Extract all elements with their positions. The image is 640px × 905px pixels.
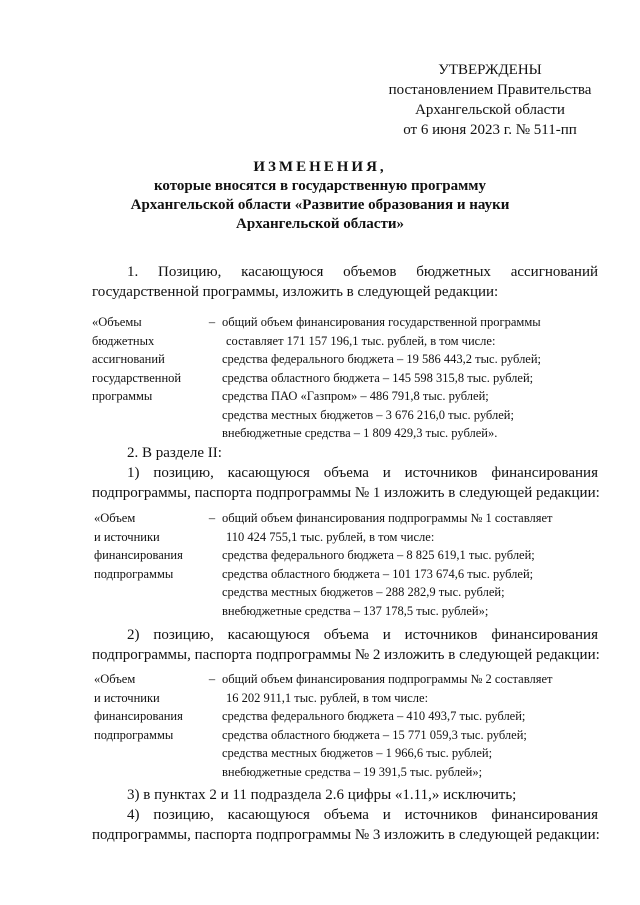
block-3-line: 16 202 911,1 тыс. рублей, в том числе:	[226, 690, 429, 705]
item-1-line-1: 1. Позицию, касающуюся объемов бюджетных ассигнований	[127, 264, 598, 280]
block-2-label-line: финансирования	[94, 548, 183, 562]
document-title	[60, 158, 580, 234]
block-1-line: внебюджетные средства – 1 809 429,3 тыс. рублей».	[222, 426, 498, 440]
block-1-line: общий объем финансирования государственной программы	[222, 315, 541, 329]
item-2-section	[92, 443, 598, 503]
block-2-label-line: «Объем	[94, 511, 136, 525]
item-2-heading: 2. В разделе II:	[127, 445, 222, 461]
block-2-line: внебюджетные средства – 137 178,5 тыс. рублей»;	[222, 603, 489, 618]
title-line-2: которые вносятся в государственную программу	[153, 178, 487, 194]
approval-line-3: Архангельской области	[415, 102, 565, 118]
block-2-line: общий объем финансирования подпрограммы № 1 составляет	[222, 511, 553, 525]
block-2-line: средства областного бюджета – 101 173 674,6 тыс. рублей;	[222, 566, 534, 581]
block-1-line: средства федерального бюджета – 19 586 443,2 тыс. рублей;	[222, 352, 542, 366]
block-1-budget-allocations	[92, 313, 598, 440]
item-1-line-2: государственной программы, изложить в следующей редакции:	[92, 284, 499, 300]
approval-line-1: УТВЕРЖДЕНЫ	[438, 62, 542, 78]
item-2-2-paragraph	[92, 625, 598, 665]
block-3-dash: –	[208, 672, 216, 686]
block-1-label-line: государственной	[92, 370, 182, 385]
item-2-2-line-2: подпрограммы, паспорта подпрограммы № 2 изложить в следующей редакции:	[92, 647, 600, 663]
item-2-2-line-1: 2) позицию, касающуюся объема и источников финансирования	[127, 627, 598, 643]
approval-stamp	[380, 60, 600, 140]
block-2-line: 110 424 755,1 тыс. рублей, в том числе:	[226, 529, 435, 544]
block-3-line: общий объем финансирования подпрограммы № 2 составляет	[222, 672, 553, 686]
item-2-4-paragraph	[92, 805, 598, 845]
block-1-dash: –	[208, 315, 216, 329]
block-3-label-line: «Объем	[94, 672, 136, 686]
item-2-3-line-1: 3) в пунктах 2 и 11 подраздела 2.6 цифры «1.11,» исключить;	[127, 787, 517, 803]
item-2-1-line-2: подпрограммы, паспорта подпрограммы № 1 изложить в следующей редакции:	[92, 485, 600, 501]
block-3-label-line: и источники	[94, 690, 160, 705]
block-1-line: средства ПАО «Газпром» – 486 791,8 тыс. рублей;	[222, 389, 489, 403]
block-1-label-line: ассигнований	[92, 352, 165, 366]
block-2-label-line: и источники	[94, 529, 160, 544]
block-3-line: средства областного бюджета – 15 771 059,3 тыс. рублей;	[222, 727, 527, 742]
item-1-paragraph	[92, 262, 598, 302]
approval-line-2: постановлением Правительства	[388, 82, 592, 98]
block-1-line: средства областного бюджета – 145 598 315,8 тыс. рублей;	[222, 370, 534, 385]
block-3-label	[94, 670, 206, 744]
block-1-line: составляет 171 157 196,1 тыс. рублей, в том числе:	[226, 333, 496, 348]
block-1-label-line: бюджетных	[92, 333, 155, 348]
block-2-body	[222, 509, 598, 620]
block-2-line: средства местных бюджетов – 288 282,9 тыс. рублей;	[222, 585, 505, 599]
block-1-label-line: «Объемы	[92, 315, 142, 329]
block-2-line: средства федерального бюджета – 8 825 619,1 тыс. рублей;	[222, 548, 535, 562]
block-3-subprogram-2	[92, 670, 598, 780]
block-1-body	[222, 313, 598, 443]
item-2-4-line-1: 4) позицию, касающуюся объема и источников финансирования	[127, 807, 598, 823]
item-2-3-paragraph	[92, 785, 598, 805]
title-line-3: Архангельской области «Развитие образования и науки	[130, 197, 510, 213]
block-1-label	[92, 313, 204, 406]
title-heading: ИЗМЕНЕНИЯ,	[253, 159, 387, 175]
block-2-label-line: подпрограммы	[94, 566, 174, 581]
block-3-label-line: подпрограммы	[94, 727, 174, 742]
block-1-line: средства местных бюджетов – 3 676 216,0 тыс. рублей;	[222, 407, 514, 422]
block-2-dash: –	[208, 511, 216, 525]
block-3-label-line: финансирования	[94, 709, 183, 723]
block-1-label-line: программы	[92, 389, 153, 403]
item-2-4-line-2: подпрограммы, паспорта подпрограммы № 3 изложить в следующей редакции:	[92, 827, 600, 843]
block-3-body	[222, 670, 598, 781]
block-3-line: средства местных бюджетов – 1 966,6 тыс. рублей;	[222, 746, 493, 760]
title-line-4: Архангельской области»	[236, 216, 404, 232]
item-2-1-line-1: 1) позицию, касающуюся объема и источников финансирования	[127, 465, 598, 481]
block-3-line: средства федерального бюджета – 410 493,7 тыс. рублей;	[222, 709, 526, 723]
block-2-subprogram-1	[92, 509, 598, 619]
approval-line-4: от 6 июня 2023 г. № 511-пп	[403, 122, 577, 138]
block-2-label	[94, 509, 206, 583]
block-3-line: внебюджетные средства – 19 391,5 тыс. рублей»;	[222, 764, 483, 779]
